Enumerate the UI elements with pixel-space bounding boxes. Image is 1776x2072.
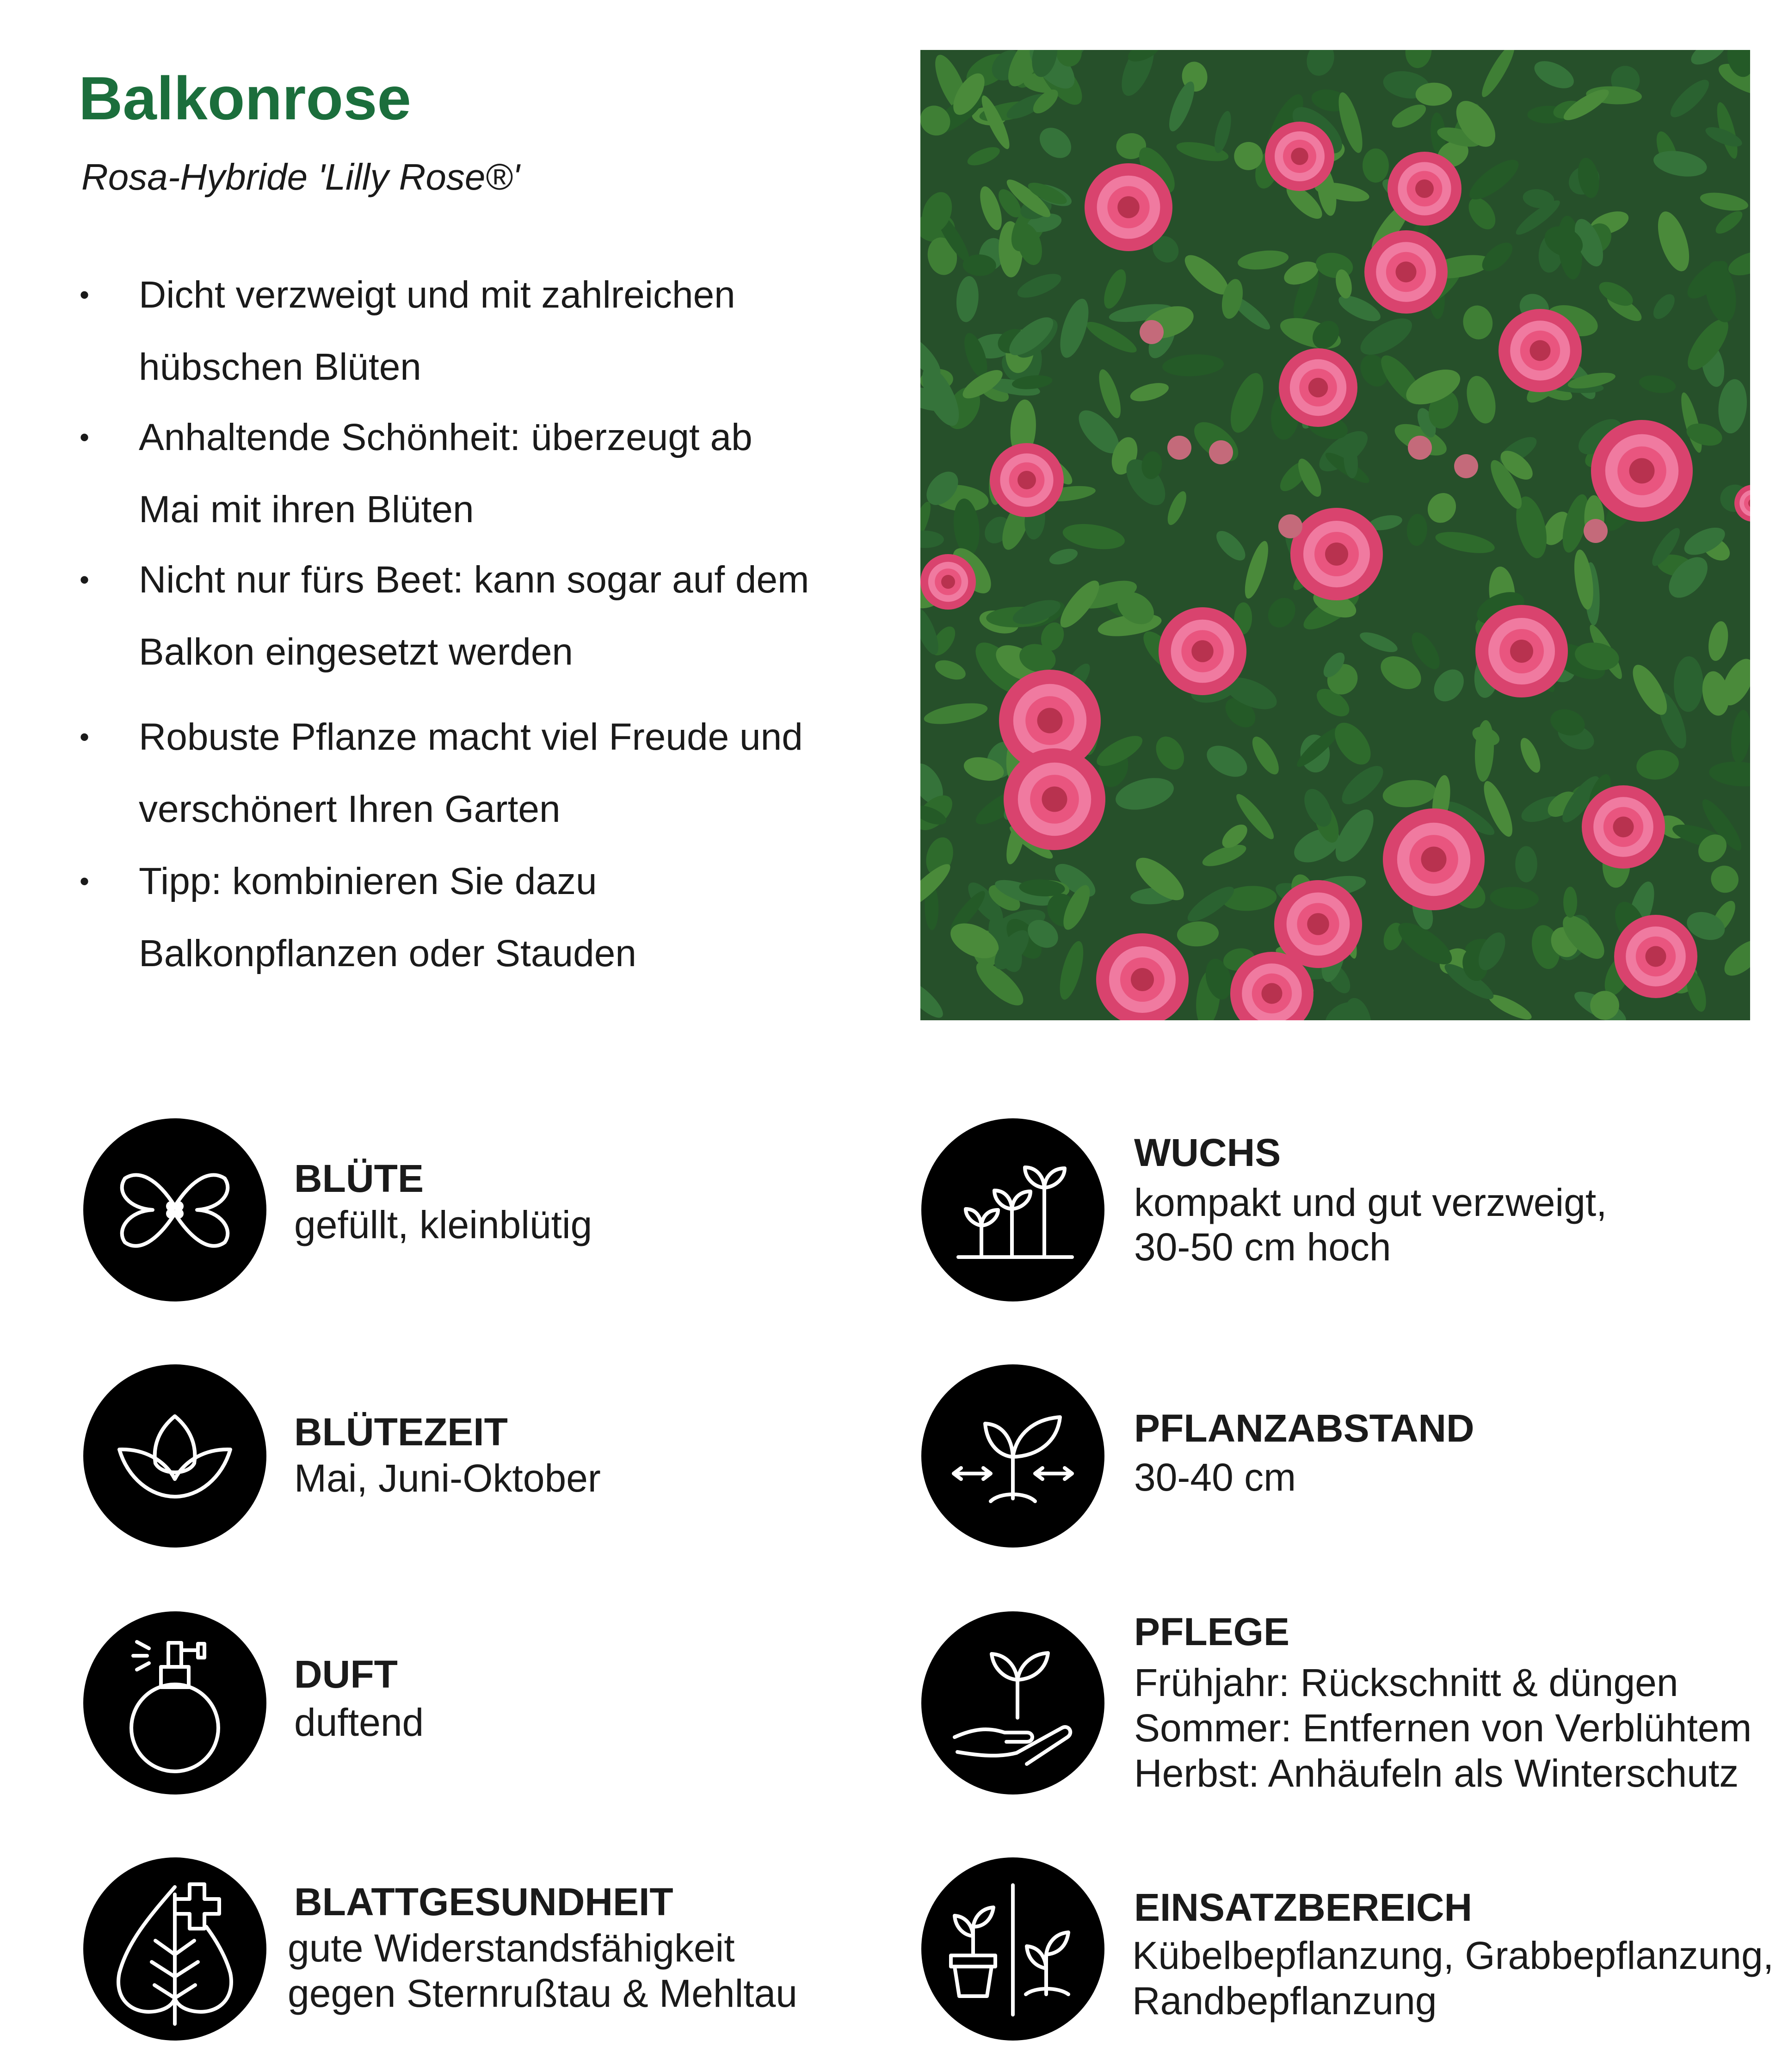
feature-value: duftend bbox=[294, 1701, 424, 1744]
feature-value-line: Kübelbepflanzung, Grabbepflanzung, bbox=[1132, 1934, 1774, 1977]
leaf bbox=[1363, 148, 1389, 183]
feature-label: WUCHS bbox=[1134, 1131, 1281, 1174]
rose-bloom bbox=[1498, 309, 1582, 392]
feature-value: gefüllt, kleinblütig bbox=[294, 1203, 592, 1246]
rose-bloom bbox=[1383, 808, 1485, 910]
rose-bud bbox=[1408, 436, 1432, 460]
product-subtitle: Rosa-Hybride 'Lilly Rose®' bbox=[81, 156, 520, 197]
rose-bloom bbox=[1591, 420, 1693, 522]
lotus-icon bbox=[83, 1364, 266, 1548]
product-title: Balkonrose bbox=[79, 64, 411, 132]
rose-bloom bbox=[1159, 607, 1246, 695]
plant-spacing-icon bbox=[921, 1364, 1104, 1548]
feature-label: DUFT bbox=[294, 1653, 398, 1696]
feature-label: BLÜTE bbox=[294, 1157, 424, 1200]
feature-value: 30-40 cm bbox=[1134, 1455, 1296, 1499]
feature-label: EINSATZBEREICH bbox=[1134, 1886, 1473, 1929]
bullet-dot: • bbox=[80, 722, 90, 752]
perfume-bottle-icon bbox=[83, 1611, 266, 1794]
rose-bloom bbox=[1364, 230, 1448, 314]
rose-bud bbox=[1209, 440, 1233, 464]
bullet-text: Dicht verzweigt und mit zahlreichen hübschen Blüten bbox=[139, 274, 735, 388]
bullet-text: Robuste Pflanze macht viel Freude und verschönert Ihren Garten bbox=[139, 716, 803, 830]
rose-bloom bbox=[1265, 122, 1334, 191]
rose-bloom bbox=[1290, 508, 1383, 600]
rose-bloom bbox=[1388, 152, 1462, 226]
bullet-text: Nicht nur fürs Beet: kann sogar auf dem Balkon eingesetzt werden bbox=[139, 559, 809, 673]
rose-bloom bbox=[990, 443, 1064, 517]
rose-bloom bbox=[1279, 348, 1357, 427]
feature-value-line: 30-50 cm hoch bbox=[1134, 1225, 1391, 1269]
rose-bud bbox=[1140, 320, 1164, 344]
feature-value-line: kompakt und gut verzweigt, bbox=[1134, 1181, 1607, 1224]
leaf bbox=[1563, 887, 1577, 918]
feature-label: BLATTGESUNDHEIT bbox=[294, 1880, 673, 1924]
pot-and-bed-icon bbox=[921, 1857, 1104, 2041]
feature-value: Mai, Juni-Oktober bbox=[294, 1456, 601, 1500]
feature-label: PFLEGE bbox=[1134, 1610, 1290, 1653]
rose-bloom bbox=[1614, 915, 1697, 998]
rose-shrub-image bbox=[920, 50, 1750, 1020]
feature-value-line: gute Widerstandsfähigkeit bbox=[288, 1926, 735, 1970]
bullet-dot: • bbox=[80, 564, 90, 595]
rose-bud bbox=[1454, 454, 1478, 478]
feature-value-line: Frühjahr: Rückschnitt & düngen bbox=[1134, 1661, 1678, 1704]
rose-bloom bbox=[1582, 785, 1665, 869]
leaf bbox=[1515, 846, 1537, 882]
feature-bullet-list bbox=[0, 0, 879, 1018]
feature-value-line: Randbepflanzung bbox=[1132, 1979, 1437, 2023]
rose-bloom bbox=[1004, 748, 1105, 850]
rose-bloom bbox=[1085, 163, 1172, 251]
hand-plant-icon bbox=[921, 1611, 1104, 1794]
flower-icon bbox=[83, 1118, 266, 1301]
rose-bud bbox=[1278, 514, 1302, 538]
bullet-dot: • bbox=[80, 279, 90, 310]
rose-bloom bbox=[920, 554, 976, 610]
bullet-dot: • bbox=[80, 422, 90, 453]
rose-bloom bbox=[1475, 605, 1568, 697]
feature-value-line: Herbst: Anhäufeln als Winterschutz bbox=[1134, 1751, 1739, 1795]
feature-value-line: gegen Sternrußtau & Mehltau bbox=[288, 1972, 798, 2015]
feature-label: PFLANZABSTAND bbox=[1134, 1406, 1474, 1450]
product-photo bbox=[920, 50, 1750, 1020]
bullet-dot: • bbox=[80, 866, 90, 897]
bullet-text: Tipp: kombinieren Sie dazu Balkonpflanzen oder Stauden bbox=[139, 860, 636, 974]
rose-bud bbox=[1167, 436, 1191, 460]
feature-label: BLÜTEZEIT bbox=[294, 1410, 508, 1454]
bullet-text: Anhaltende Schönheit: überzeugt ab Mai mit ihren Blüten bbox=[139, 416, 752, 530]
leaf-health-icon bbox=[83, 1857, 266, 2041]
rose-bud bbox=[1584, 519, 1608, 543]
feature-value-line: Sommer: Entfernen von Verblühtem bbox=[1134, 1706, 1752, 1750]
seedlings-icon bbox=[921, 1118, 1104, 1301]
